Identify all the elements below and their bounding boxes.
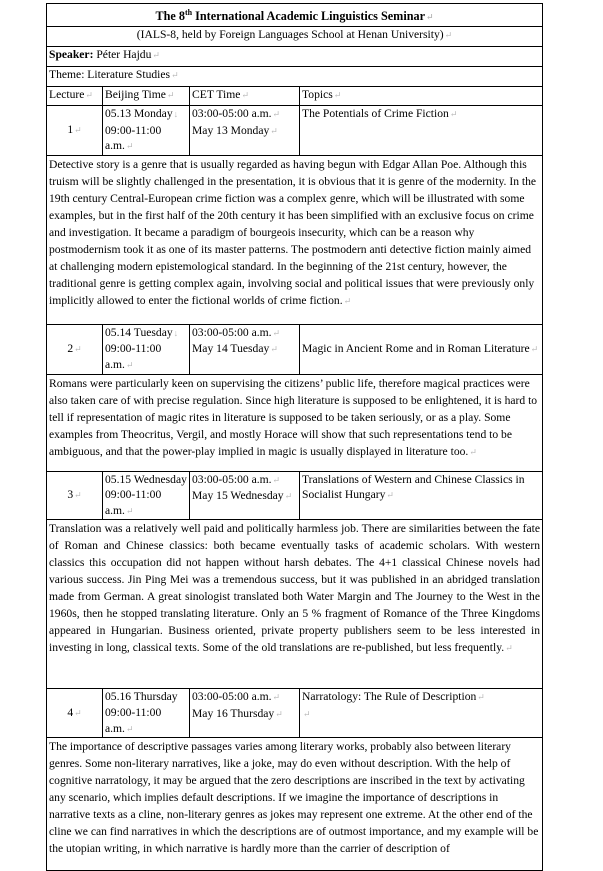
- seminar-subtitle: (IALS-8, held by Foreign Languages School at Henan University): [136, 28, 444, 42]
- paragraph-mark-icon: ↵: [425, 12, 434, 23]
- theme-cell: [47, 67, 543, 87]
- seminar-schedule-table: [46, 3, 543, 871]
- lecture-row: [47, 324, 543, 374]
- cet-time-cell: 03:00-05:00 a.m.↵ May 13 Monday↵: [190, 106, 300, 156]
- lecture-number: 4↵: [47, 689, 103, 738]
- abstract-row: [47, 520, 543, 689]
- lecture-number: 1↵: [47, 106, 103, 156]
- beijing-time-cell: 05.15 Wednesday 09:00-11:00 a.m.↵: [103, 471, 190, 520]
- speaker-cell: Speaker: Péter Hajdu↵: [47, 47, 543, 67]
- cet-time-cell: 03:00-05:00 a.m.↵ May 14 Tuesday↵: [190, 324, 300, 374]
- beijing-time-cell: 05.14 Tuesday↓ 09:00-11:00 a.m.↵: [103, 324, 190, 374]
- theme-text: Theme: Literature Studies: [49, 68, 171, 82]
- abstract-row: [47, 155, 543, 324]
- speaker-name: Péter Hajdu: [96, 48, 152, 62]
- cet-time-cell: 03:00-05:00 a.m.↵ May 16 Thursday↵: [190, 689, 300, 738]
- beijing-time-cell: 05.13 Monday↓ 09:00-11:00 a.m.↵: [103, 106, 190, 156]
- beijing-time-cell: 05.16 Thursday 09:00-11:00 a.m.↵: [103, 689, 190, 738]
- document-page: [46, 3, 542, 871]
- column-header-topics: Topics↵: [300, 87, 543, 106]
- column-header-beijing-time: Beijing Time↵: [103, 87, 190, 106]
- paragraph-mark-icon: ↵: [444, 30, 453, 41]
- seminar-title-cell: [47, 4, 543, 27]
- abstract-row: [47, 738, 543, 871]
- column-header-row: [47, 87, 543, 106]
- lecture-abstract: The importance of descriptive passages varies among literary works, probably also between literary genres. Some non-literary narratives, like a joke, may do even without description. With the help of cognitive narratology, it may be argued that the zero descriptions are inscribed in the text by activating any scenario, which implies default descriptions. If we imagine the importance of descriptions in narrative texts as a cline, non-literary genres as jokes may represent one extreme. At the other end of the cline we can find narratives in which the descriptions are of outmost importance, and my example will be the utopian writing, in which narrative is hardly more than the carrier of description of: [47, 738, 543, 871]
- speaker-label: Speaker: [49, 48, 90, 62]
- cet-time-cell: 03:00-05:00 a.m.↵ May 15 Wednesday↵: [190, 471, 300, 520]
- lecture-row: [47, 689, 543, 738]
- paragraph-mark-icon: ↵: [171, 70, 179, 81]
- paragraph-mark-icon: ↵: [152, 50, 160, 61]
- topic-cell: Magic in Ancient Rome and in Roman Literature↵: [300, 324, 543, 374]
- topic-cell: Narratology: The Rule of Description↵ ↵: [300, 689, 543, 738]
- abstract-row: [47, 374, 543, 471]
- topic-cell: The Potentials of Crime Fiction↵: [300, 106, 543, 156]
- seminar-subtitle-cell: [47, 27, 543, 47]
- lecture-number: 3↵: [47, 471, 103, 520]
- lecture-abstract: Romans were particularly keen on supervising the citizens’ public life, therefore magical practices were also taken care of with precise regulation. Since high literature is supposed to be enlightened, it is hard to tell if representation of magic rites in literature is supposed to be taken seriously, or as a play. Some examples from Theocritus, Vergil, and mostly Horace will show that such representations tend to be ambiguous, and that the power-play implied in magic is usually displayed in literature too.↵: [47, 374, 543, 471]
- column-header-cet-time: CET Time↵: [190, 87, 300, 106]
- lecture-number: 2↵: [47, 324, 103, 374]
- lecture-row: [47, 471, 543, 520]
- topic-cell: Translations of Western and Chinese Classics in Socialist Hungary↵: [300, 471, 543, 520]
- lecture-abstract: Translation was a relatively well paid and politically harmless job. There are similarities between the fate of Roman and Chinese classics: both became eventually tasks of academic scholars. With western classics this occupation did not happen without harsh debates. The 4+1 classical Chinese novels had various success. Jin Ping Mei was a tremendous success, but it was published in an abridged translation made from German. A great sinologist translated both Water Margin and The Journey to the West in the 1960s, then he stopped translating literature. Only an 5 % fragment of Romance of the Three Kingdoms appeared in Hungarian. Business oriented, private property publishers seem to be less interested in investing in long, classical texts. Some of the old translations are re-published, but less frequently.↵: [47, 520, 543, 689]
- seminar-title: The 8th International Academic Linguistics Seminar: [155, 8, 425, 24]
- lecture-row: [47, 106, 543, 156]
- lecture-abstract: Detective story is a genre that is usually regarded as having begun with Edgar Allan Poe. Although this truism will be slightly challenged in the presentation, it is obvious that it is genre of the modernity. In the 19th century Central-European crime fiction was a complex genre, which will be illustrated with some examples, but in the first half of the 20th century it has been simplified with an exclusive focus on crime and investigation. It became a paradigm of bourgeois insecurity, which can be a reason why postmodernism took it as one of its master patterns. The postmodern anti detective fiction mainly aimed at challenging modern epistemological standard. In the beginning of the 21st century, however, the traditional genre is getting complex again, involving social and political issues that were previously only implicitly allowed to enter the fictional worlds of crime fiction.↵: [47, 155, 543, 324]
- column-header-lecture: Lecture↵: [47, 87, 103, 106]
